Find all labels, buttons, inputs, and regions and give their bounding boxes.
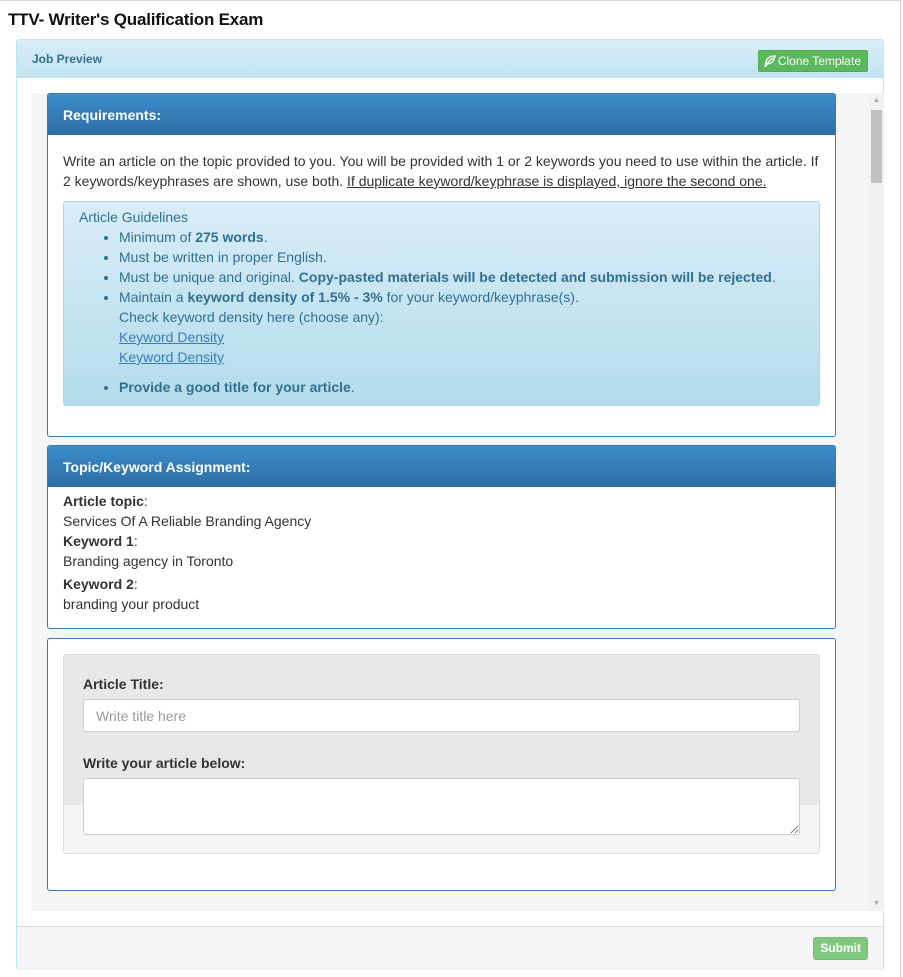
keyword-density-link-2[interactable]: Keyword Density bbox=[119, 349, 225, 365]
requirements-intro bbox=[48, 135, 835, 191]
article-form-panel bbox=[47, 638, 836, 891]
topic-keyword-heading: Topic/Keyword Assignment: bbox=[48, 446, 835, 487]
leaf-icon bbox=[764, 55, 776, 67]
article-topic-value: Services Of A Reliable Branding Agency bbox=[63, 513, 312, 529]
job-preview-footer bbox=[17, 926, 883, 970]
article-body-label: Write your article below: bbox=[83, 755, 246, 771]
article-title-input[interactable] bbox=[83, 699, 800, 732]
duplicate-keyword-note: If duplicate keyword/keyphrase is displayed, ignore the second one. bbox=[347, 173, 767, 189]
keyword-density-link-1[interactable]: Keyword Density bbox=[119, 329, 225, 345]
article-guidelines-box bbox=[63, 201, 820, 406]
submit-button[interactable]: Submit bbox=[813, 937, 868, 960]
guidelines-title: Article Guidelines bbox=[79, 209, 188, 225]
keyword-2-label: Keyword 2: bbox=[63, 576, 138, 592]
guideline-min-words: • Minimum of 275 words. bbox=[119, 227, 804, 247]
topic-keyword-panel bbox=[47, 445, 836, 629]
job-preview-panel bbox=[16, 39, 884, 970]
guideline-english: • Must be written in proper English. bbox=[119, 247, 804, 267]
page-title: TTV- Writer's Qualification Exam bbox=[8, 10, 264, 29]
scroll-up-icon[interactable]: ▲ bbox=[873, 97, 880, 104]
job-preview-heading bbox=[17, 40, 883, 78]
preview-scrollbar[interactable] bbox=[869, 93, 884, 911]
article-body-textarea[interactable] bbox=[83, 778, 800, 835]
requirements-panel bbox=[47, 93, 836, 437]
keyword-2-value: branding your product bbox=[63, 596, 200, 612]
article-form-well bbox=[63, 654, 820, 854]
clone-template-button[interactable] bbox=[758, 50, 868, 72]
article-title-label: Article Title: bbox=[83, 676, 164, 692]
clone-template-label: Clone Template bbox=[777, 54, 861, 68]
article-topic-label: Article topic: bbox=[63, 493, 148, 509]
keyword-1-label: Keyword 1: bbox=[63, 533, 138, 549]
guideline-unique: • Must be unique and original. Copy-pasted materials will be detected and submission will be rejected. bbox=[119, 267, 804, 287]
keyword-1-value: Branding agency in Toronto bbox=[63, 553, 234, 569]
preview-scroll-area[interactable] bbox=[32, 93, 880, 911]
scroll-down-icon[interactable]: ▼ bbox=[873, 900, 880, 907]
guideline-keyword-density: • Maintain a keyword density of 1.5% - 3% for your keyword/keyphrase(s). Check keyword density here (choose any): Keyword Density Keyword Density bbox=[119, 287, 804, 367]
scrollbar-thumb[interactable] bbox=[871, 110, 882, 183]
requirements-heading: Requirements: bbox=[48, 94, 835, 135]
guideline-title: • Provide a good title for your article. bbox=[119, 377, 804, 397]
topic-keyword-body bbox=[48, 487, 835, 614]
job-preview-title: Job Preview bbox=[32, 52, 103, 66]
guidelines-list bbox=[79, 227, 804, 397]
requirements-intro-text: Write an article on the topic provided to you. You will be provided with 1 or 2 keywords you need to use within the article. If 2 keywords/keyphrases are shown, use both. bbox=[63, 153, 819, 189]
keyword-density-check-text: Check keyword density here (choose any): bbox=[119, 309, 384, 325]
